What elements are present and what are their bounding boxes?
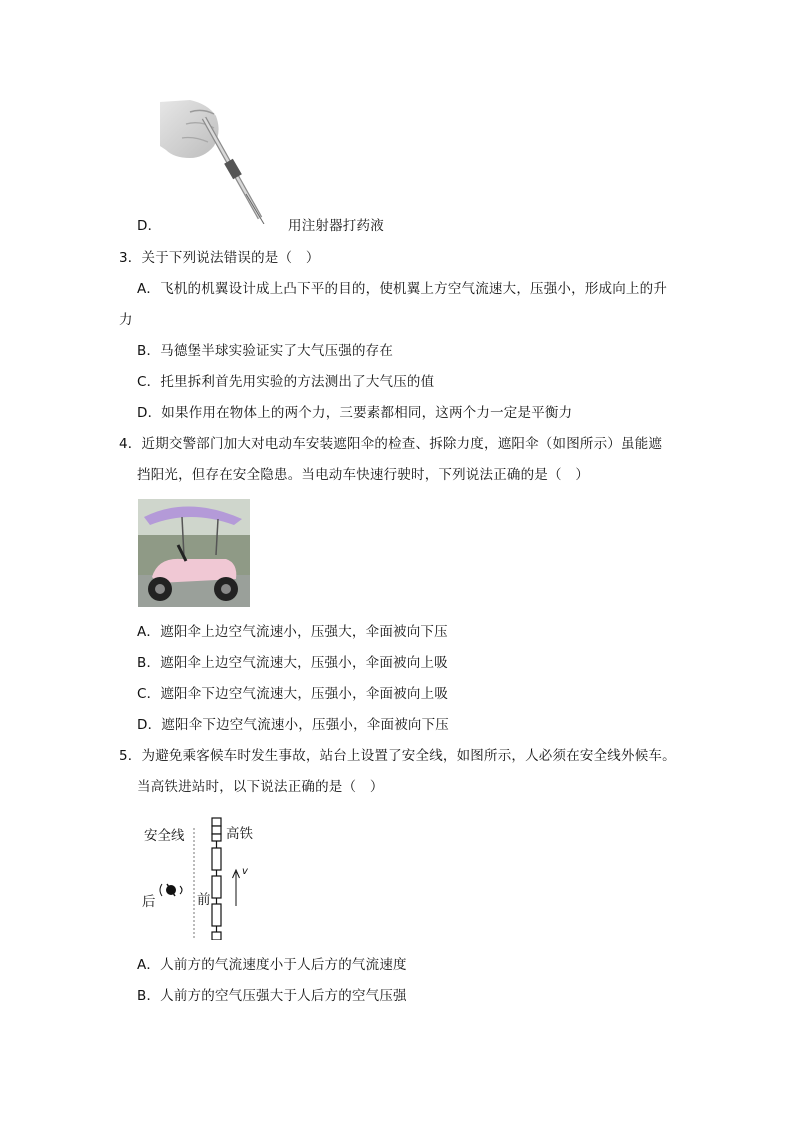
q4-option-b: B．遮阳伞上边空气流速大，压强小，伞面被向上吸 [137,655,448,671]
q3-option-d: D．如果作用在物体上的两个力，三要素都相同，这两个力一定是平衡力 [137,405,573,421]
q4-option-c: C．遮阳伞下边空气流速大，压强小，伞面被向上吸 [137,686,449,702]
q3-option-a: A．飞机的机翼设计成上凸下平的目的，使机翼上方空气流速大，压强小，形成向上的升 [137,281,668,297]
front-label: 前 [197,892,211,908]
scooter-umbrella-image [138,499,250,607]
q5-option-a: A．人前方的气流速度小于人后方的气流速度 [137,957,407,973]
q2-option-d-text: 用注射器打药液 [288,218,384,234]
syringe-hand-image [160,98,270,224]
q5-stem-line2: 当高铁进站时，以下说法正确的是（ ） [137,779,384,795]
q4-option-d: D．遮阳伞下边空气流速小，压强小，伞面被向下压 [137,717,449,733]
train-label: 高铁 [226,826,253,842]
q3-stem: 3．关于下列说法错误的是（ ） [119,250,320,266]
q5-stem-line1: 5．为避免乘客候车时发生事故，站台上设置了安全线，如图所示，人必须在安全线外候车。 [119,748,676,764]
velocity-label: v [242,866,248,877]
q2-option-d-letter: D． [137,218,162,234]
q3-option-b: B．马德堡半球实验证实了大气压强的存在 [137,343,394,359]
q4-stem-line2: 挡阳光，但存在安全隐患。当电动车快速行驶时，下列说法正确的是（ ） [137,467,590,483]
q3-option-a-cont: 力 [119,312,133,328]
q3-option-c: C．托里拆利首先用实验的方法测出了大气压的值 [137,374,435,390]
q4-option-a: A．遮阳伞上边空气流速小，压强大，伞面被向下压 [137,624,448,640]
q5-option-b: B．人前方的空气压强大于人后方的空气压强 [137,988,407,1004]
back-label: 后 [142,894,156,910]
platform-safety-line-diagram [140,814,270,940]
safety-line-label: 安全线 [144,828,185,844]
q4-stem-line1: 4．近期交警部门加大对电动车安装遮阳伞的检查、拆除力度，遮阳伞（如图所示）虽能遮 [119,436,663,452]
